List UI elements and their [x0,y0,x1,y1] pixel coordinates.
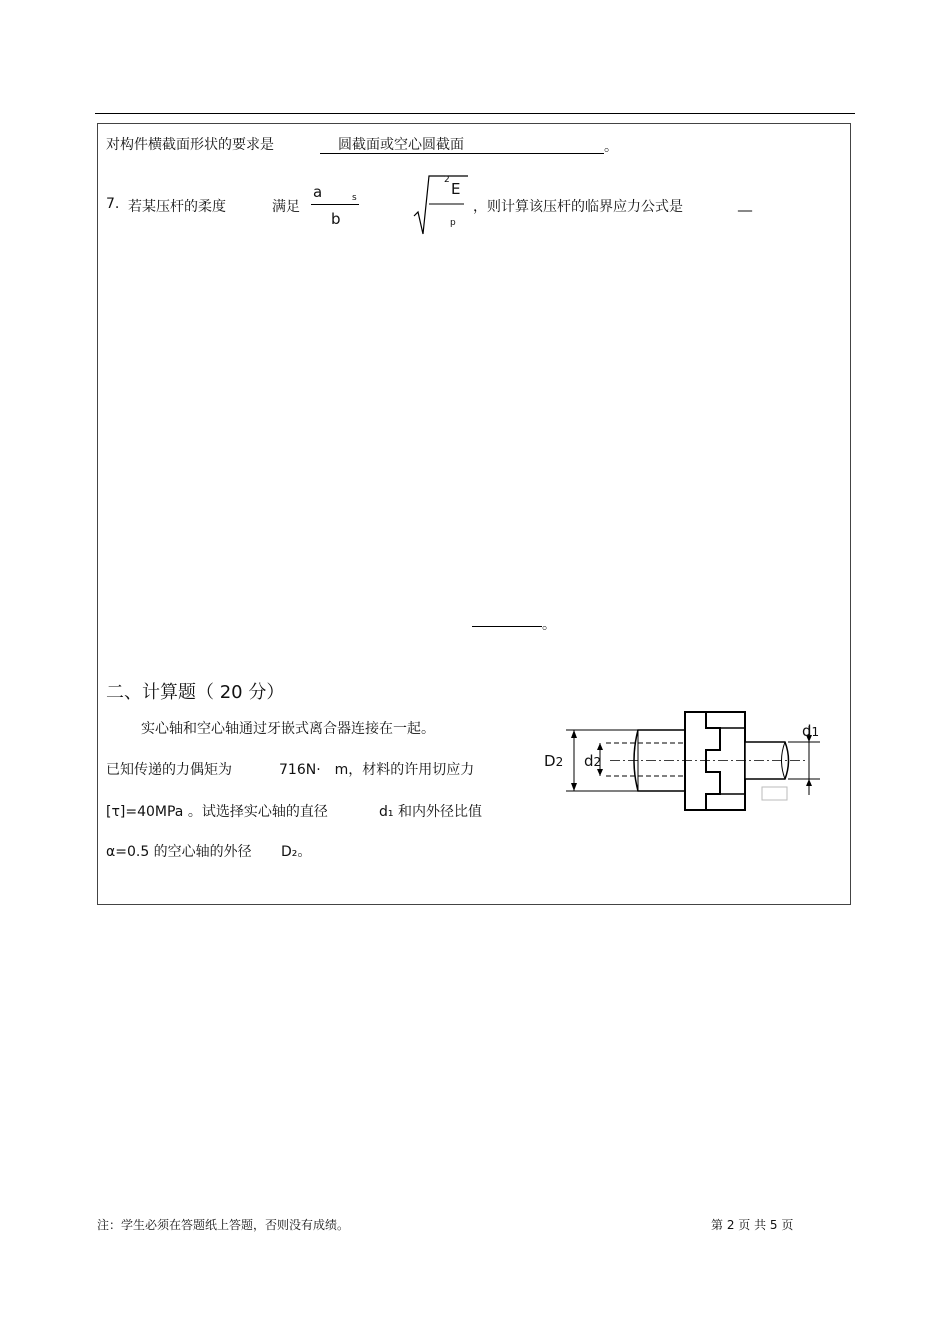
q7-frac-den: b [331,210,341,228]
section2-line1: 实心轴和空心轴通过牙嵌式离合器连接在一起。 [141,721,435,737]
section2-line2a: 已知传递的力偶矩为 [106,762,232,778]
q7-root-sup: 2 [444,175,450,185]
label-D2: D2 [544,752,564,770]
q6-answer: 圆截面或空心圆截面 [338,137,464,153]
q6-prefix: 对构件横截面形状的要求是 [106,137,274,153]
q7-text-b: 满足 [272,199,300,215]
q7-root-num: E [451,180,461,198]
footer-note: 注：学生必须在答题纸上答题，否则没有成绩。 [97,1218,350,1232]
section2-line4b: D₂。 [281,844,312,860]
section2-line4a: α=0.5 的空心轴的外径 [106,844,252,860]
q7-root-den: p [450,218,456,228]
q7-frac-sub: s [352,193,357,203]
q7-answer-blank [472,626,542,627]
q6-suffix: 。 [604,139,618,155]
label-d1: d1 [802,722,820,740]
q7-text-a: 若某压杆的柔度 [128,199,226,215]
q7-number: 7. [106,196,120,212]
section2-line2b: 716N· m，材料的许用切应力 [279,762,475,778]
section2-line3b: d₁ 和内外径比值 [379,804,482,820]
q7-end-mark: 。 [542,617,556,633]
q7-sqrt-symbol [412,172,472,238]
q7-trail-blank: __ [738,196,752,212]
section2-line3a: [τ]=40MPa 。试选择实心轴的直径 [106,804,328,820]
q7-text-c: ，则计算该压杆的临界应力公式是 [473,199,683,215]
header-rule [95,113,855,114]
q7-fraction-bar [311,204,359,205]
label-d2: d2 [584,752,602,770]
q6-answer-underline [320,153,604,154]
footer-page-number: 第 2 页 共 5 页 [711,1218,794,1232]
q7-frac-num: a [313,183,323,201]
section2-title: 二、计算题（ 20 分） [106,682,285,703]
clutch-diagram [530,700,840,820]
